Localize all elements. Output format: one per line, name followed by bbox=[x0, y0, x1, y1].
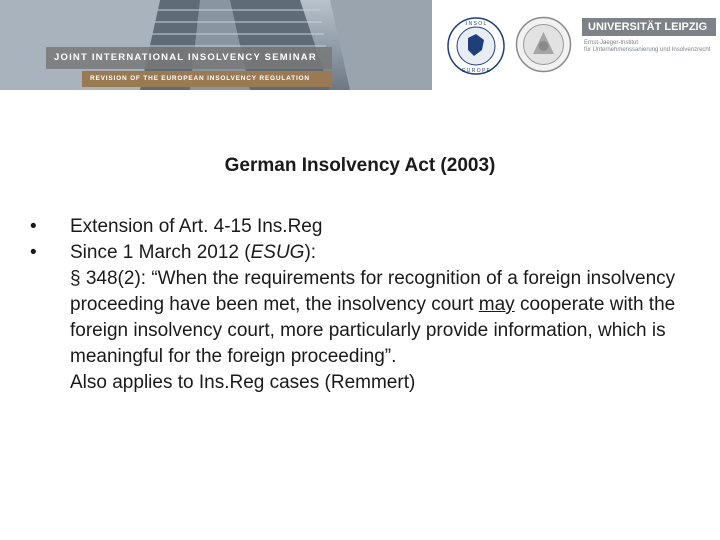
header-banner bbox=[0, 0, 720, 90]
insol-logo-bottom-text: E U R O P E bbox=[462, 68, 490, 74]
bullet-text bbox=[70, 240, 710, 266]
quote-part-2: cooperate with the foreign insolvency court, more particularly provide information, which is meaningful for the foreign proceeding”. bbox=[70, 294, 676, 367]
bullet-item bbox=[30, 214, 710, 240]
closing-line: Also applies to Ins.Reg cases (Remmert) bbox=[70, 372, 416, 393]
quote-underlined-word: may bbox=[478, 294, 515, 315]
bullet-text: Extension of Art. 4-15 Ins.Reg bbox=[70, 216, 323, 237]
bullet-list bbox=[30, 214, 710, 396]
seminar-subtitle-strip: REVISION OF THE EUROPEAN INSOLVENCY REGULATION bbox=[82, 71, 332, 87]
institute-line-2: für Unternehmenssanierung und Insolvenzrecht bbox=[584, 47, 711, 53]
seminar-title-strip: JOINT INTERNATIONAL INSOLVENCY SEMINAR bbox=[46, 47, 332, 69]
university-logo bbox=[582, 18, 716, 66]
bullet2-prefix: Since 1 March 2012 ( bbox=[70, 242, 251, 263]
insol-logo-top-text: I N S O L bbox=[465, 21, 487, 27]
institute-line-1: Ernst-Jaeger-Institut bbox=[584, 40, 639, 46]
building-photo bbox=[0, 0, 432, 90]
slide-title: German Insolvency Act (2003) bbox=[224, 155, 496, 176]
university-name: UNIVERSITÄT LEIPZIG bbox=[582, 18, 716, 36]
bullet-dot: • bbox=[30, 216, 37, 237]
bullet-item bbox=[30, 240, 710, 396]
bullet2-suffix: ): bbox=[304, 242, 317, 263]
quote-part-1: § 348(2): “When the requirements for recognition of a foreign insolvency proceeding have been met, the insolvency court bbox=[70, 268, 676, 315]
esug-term: ESUG bbox=[250, 242, 305, 263]
insol-europe-logo bbox=[446, 16, 506, 76]
bullet-dot: • bbox=[30, 242, 37, 263]
university-seal-logo bbox=[515, 16, 572, 73]
statute-quote bbox=[70, 266, 710, 370]
